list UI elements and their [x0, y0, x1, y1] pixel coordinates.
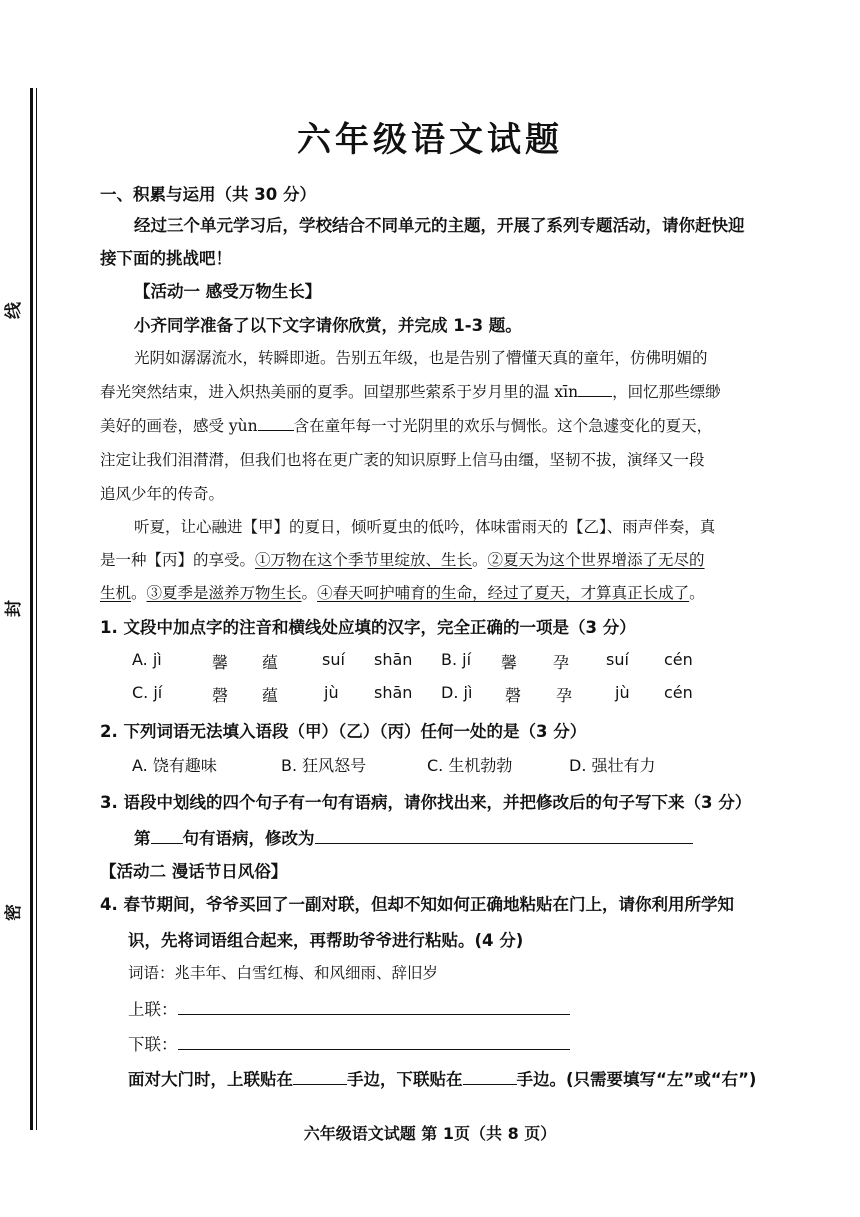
lower-couplet-label: 下联：	[128, 1035, 178, 1054]
upper-couplet-label: 上联：	[128, 1000, 178, 1019]
lower-side-blank[interactable]	[463, 1070, 517, 1085]
fill-blank-yun[interactable]	[258, 416, 294, 431]
door-text: 面对大门时，上联贴在	[128, 1070, 293, 1089]
question-4-words: 词语：兆丰年、白雪红梅、和风细雨、辞旧岁	[128, 964, 439, 982]
passage-line	[100, 548, 705, 570]
passage-text: 是一种【丙】的享受。	[100, 551, 256, 569]
margin-label-feng: 封	[4, 600, 24, 617]
option-char: 蕴	[262, 686, 279, 705]
question-4-stem-line1: 4. 春节期间，爷爷买回了一副对联，但却不知如何正确地粘贴在门上，请你利用所学知	[100, 895, 734, 914]
option-pinyin: shān	[374, 683, 413, 702]
option-char: 馨	[212, 653, 229, 672]
underlined-sentence-2-end: 生机	[100, 584, 132, 602]
answer-label: 句有语病，修改为	[182, 829, 315, 848]
question-1-stem: 1. 文段中加点字的注音和横线处应填的汉字，完全正确的一项是（3 分）	[100, 618, 636, 637]
passage-text: 含在童年每一寸光阴里的欢乐与惆怅。这个急遽变化的夏天，	[293, 417, 713, 435]
option-pinyin: shān	[374, 650, 413, 669]
option-pinyin: suí	[322, 650, 345, 669]
passage-text: 。	[689, 584, 705, 602]
margin-label-mi: 密	[4, 904, 24, 921]
option-pinyin: suí	[606, 650, 629, 669]
underlined-sentence-2: ②夏天为这个世界增添了无尽的	[487, 551, 705, 569]
passage-line	[100, 414, 712, 436]
option-char: 孕	[556, 686, 573, 705]
page-title: 六年级语文试题	[297, 120, 563, 160]
passage-line	[100, 581, 705, 603]
passage-text: 。	[131, 584, 147, 602]
underlined-sentence-3: ③夏季是滋养万物生长	[146, 584, 302, 602]
passage-line: 注定让我们泪潸潸，但我们也将在更广袤的知识原野上信马由缰，坚韧不拔，演绎又一段	[100, 451, 705, 469]
option-label: A. jì	[132, 650, 162, 669]
option-label: C. jí	[132, 683, 163, 702]
sentence-number-blank[interactable]	[151, 829, 183, 844]
passage-line: 追风少年的传奇。	[100, 485, 225, 503]
passage-text: ，回忆那些缥缈	[612, 383, 721, 401]
option-label: B. jí	[441, 650, 472, 669]
passage-line	[100, 380, 721, 402]
option-pinyin: cén	[664, 650, 693, 669]
activity1-title: 【活动一 感受万物生长】	[134, 282, 322, 301]
question-3-stem: 3. 语段中划线的四个句子有一句有语病，请你找出来，并把修改后的句子写下来（3 分）	[100, 793, 752, 812]
lower-couplet-row	[128, 1031, 570, 1055]
door-text: 手边。(只需要填写“左”或“右”)	[516, 1070, 757, 1089]
question-2-stem: 2. 下列词语无法填入语段（甲）（乙）（丙）任何一处的是（3 分）	[100, 722, 587, 741]
activity2-title: 【活动二 漫话节日风俗】	[100, 862, 288, 881]
option-char: 磬	[212, 686, 229, 705]
option-char: 孕	[553, 653, 570, 672]
underlined-sentence-4: ④春天呵护哺育的生命，经过了夏天，才算真正长成了	[317, 584, 690, 602]
passage-text: 。	[472, 551, 488, 569]
upper-side-blank[interactable]	[293, 1070, 347, 1085]
upper-couplet-row	[128, 996, 570, 1020]
lower-couplet-blank[interactable]	[178, 1035, 570, 1050]
option-pinyin: jù	[615, 683, 630, 702]
option-char: 馨	[501, 653, 518, 672]
binding-margin-line-inner	[36, 88, 37, 1130]
option-char: 磬	[505, 686, 522, 705]
upper-couplet-blank[interactable]	[178, 1000, 570, 1015]
revised-sentence-blank[interactable]	[315, 829, 693, 844]
section-intro-line2: 接下面的挑战吧！	[100, 249, 232, 268]
door-position-row	[128, 1066, 756, 1090]
passage-text: 。	[301, 584, 318, 602]
margin-label-xian: 线	[4, 302, 24, 319]
question-4-stem-line2: 识，先将词语组合起来，再帮助爷爷进行粘贴。(4 分)	[128, 931, 524, 950]
question-2-option-a[interactable]: A. 饶有趣味	[132, 756, 217, 775]
option-label: D. jì	[441, 683, 473, 702]
door-text: 手边，下联贴在	[347, 1070, 463, 1089]
fill-blank-xin[interactable]	[578, 382, 612, 397]
question-3-answer	[134, 825, 693, 849]
underlined-sentence-1: ①万物在这个季节里绽放、生长	[255, 551, 473, 569]
answer-prefix: 第	[134, 829, 151, 848]
question-2-option-b[interactable]: B. 狂风怒号	[281, 756, 367, 775]
question-2-option-c[interactable]: C. 生机勃勃	[427, 756, 513, 775]
activity1-instruction: 小齐同学准备了以下文字请你欣赏，并完成 1-3 题。	[134, 316, 522, 335]
page-footer: 六年级语文试题 第 1页（共 8 页）	[303, 1124, 557, 1143]
question-2-option-d[interactable]: D. 强壮有力	[569, 756, 656, 775]
passage-line: 光阴如潺潺流水，转瞬即逝。告别五年级，也是告别了懵懂天真的童年，仿佛明媚的	[134, 349, 708, 367]
section-heading: 一、积累与运用（共 30 分）	[100, 185, 316, 204]
binding-margin-line	[30, 88, 33, 1130]
option-pinyin: jù	[324, 683, 339, 702]
passage-line: 听夏，让心融进【甲】的夏日，倾听夏虫的低吟，体味雷雨天的【乙】、雨声伴奏，真	[134, 518, 716, 536]
option-char: 蕴	[262, 653, 279, 672]
passage-text: 美好的画卷，感受 yùn	[100, 417, 258, 435]
section-intro-line1: 经过三个单元学习后，学校结合不同单元的主题，开展了系列专题活动，请你赶快迎	[134, 216, 745, 235]
option-pinyin: cén	[664, 683, 693, 702]
passage-text: 春光突然结束，进入炽热美丽的夏季。回望那些萦系于岁月里的温 xīn	[100, 383, 579, 401]
